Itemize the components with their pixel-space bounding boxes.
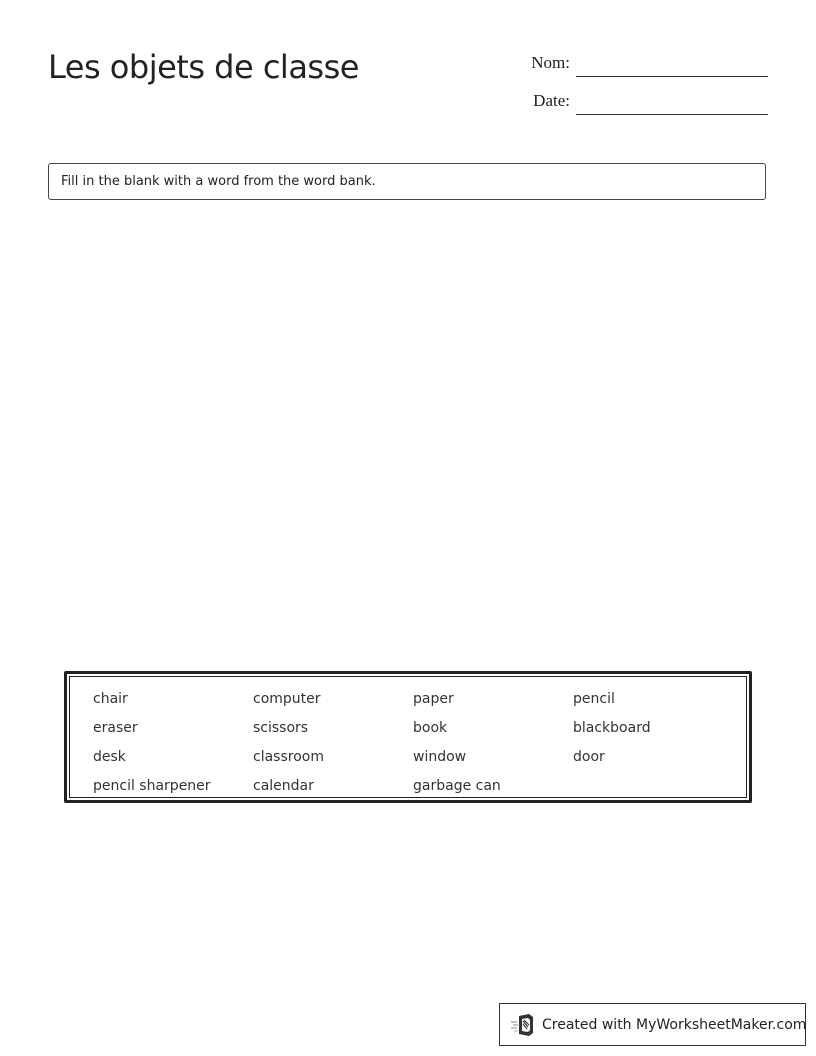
word-bank-item: classroom — [253, 749, 324, 765]
created-with-text: Created with MyWorksheetMaker.com — [542, 1016, 807, 1033]
word-bank-item — [573, 772, 733, 801]
created-with-badge[interactable] — [499, 1003, 806, 1046]
name-field-label: Nom: — [531, 53, 570, 72]
word-bank-item: pencil sharpener — [93, 778, 211, 794]
date-field-line[interactable] — [576, 114, 768, 115]
worksheet-title: Les objets de classe — [48, 48, 359, 86]
word-bank-item: pencil — [573, 691, 615, 707]
word-bank-item: paper — [413, 691, 454, 707]
date-field — [500, 90, 768, 114]
word-bank-item: garbage can — [413, 778, 501, 794]
word-bank-item: calendar — [253, 778, 314, 794]
word-bank-item: blackboard — [573, 720, 651, 736]
word-bank-item: book — [413, 720, 448, 736]
name-field-line[interactable] — [576, 76, 768, 77]
name-field — [500, 52, 768, 76]
word-bank-item: eraser — [93, 720, 138, 736]
word-bank-item: scissors — [253, 720, 309, 736]
word-bank — [64, 671, 752, 803]
word-bank-item: window — [413, 749, 467, 765]
worksheet-logo-icon — [510, 1013, 536, 1037]
word-bank-item: door — [573, 749, 605, 765]
word-bank-item: desk — [93, 749, 126, 765]
word-bank-grid — [93, 685, 733, 801]
word-bank-inner-border — [69, 676, 747, 798]
date-field-label: Date: — [533, 91, 570, 110]
instructions-box: Fill in the blank with a word from the word bank. — [48, 163, 766, 200]
word-bank-item: computer — [253, 691, 321, 707]
word-bank-item: chair — [93, 691, 128, 707]
